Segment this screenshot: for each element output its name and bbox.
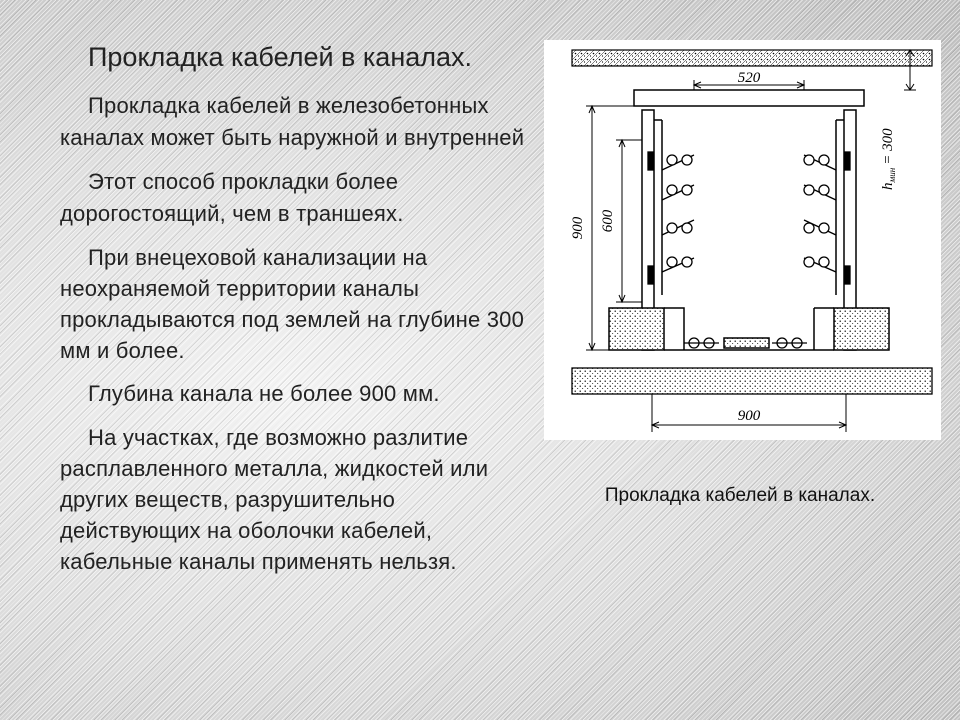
figure-caption: Прокладка кабелей в каналах. [604, 485, 876, 506]
paragraph-1: Прокладка кабелей в железобетонных каналах может быть наружной и внутренней [60, 93, 525, 150]
ground-surface [572, 50, 932, 66]
channel-cross-section-svg [544, 40, 941, 440]
paragraph-3: При внецеховой канализации на неохраняемой территории каналы прокладываются под землей на глубине 300 мм и более. [60, 245, 525, 363]
paragraph-5: На участках, где возможно разлитие расплавленного металла, жидкостей или других веществ, разрушительно действующих на оболочки кабелей, кабельные каналы применять нельзя. [60, 425, 489, 574]
cover-slab [634, 90, 864, 106]
depth-label: $h_{мин}= 300$ [880, 128, 897, 190]
left-outer-dimension-label: 900 [570, 216, 586, 240]
text-column [60, 40, 540, 589]
channel-base [609, 308, 889, 350]
cable-channel-drawing [544, 40, 941, 440]
slide-heading: Прокладка кабелей в каналах. [88, 42, 473, 72]
left-cable-brackets [648, 152, 694, 284]
ground-base [572, 368, 932, 394]
top-dimension-label: 520 [737, 70, 761, 86]
left-inner-dimension-label: 600 [600, 209, 616, 233]
paragraph-4: Глубина канала не более 900 мм. [88, 381, 440, 406]
right-cable-brackets [804, 152, 850, 284]
bottom-dimension-label: 900 [737, 408, 761, 424]
paragraph-2: Этот способ прокладки более дорогостоящий, чем в траншеях. [60, 169, 404, 226]
left-inner-dimension [616, 140, 642, 302]
